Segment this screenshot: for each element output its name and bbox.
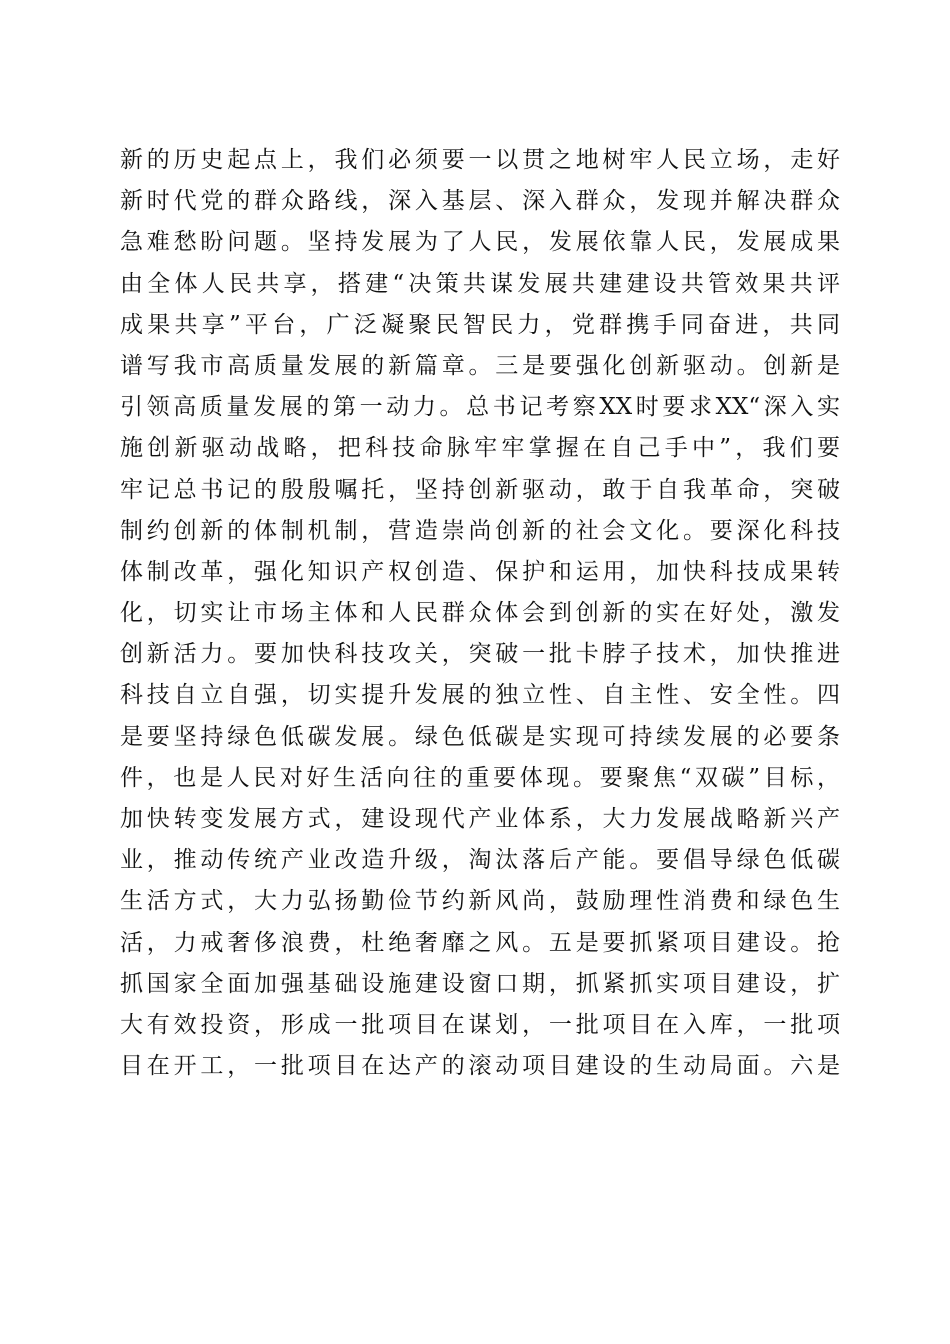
text-line: 生活方式，大力弘扬勤俭节约新风尚，鼓励理性消费和绿色生 <box>120 888 840 915</box>
text-line: 成果共享”平台，广泛凝聚民智民力，党群携手同奋进，共同 <box>120 311 840 338</box>
text-line: 化，切实让市场主体和人民群众体会到创新的实在好处，激发 <box>120 600 840 627</box>
text-line: 新时代党的群众路线，深入基层、深入群众，发现并解决群众 <box>120 188 840 215</box>
text-line: 抓国家全面加强基础设施建设窗口期，抓紧抓实项目建设，扩 <box>120 970 840 997</box>
text-line: 业，推动传统产业改造升级，淘汰落后产能。要倡导绿色低碳 <box>120 847 840 874</box>
body-paragraph <box>120 140 840 1087</box>
text-line: 谱写我市高质量发展的新篇章。三是要强化创新驱动。创新是 <box>120 352 840 379</box>
text-line: 创新活力。要加快科技攻关，突破一批卡脖子技术，加快推进 <box>120 641 840 668</box>
text-line: 体制改革，强化知识产权创造、保护和运用，加快科技成果转 <box>120 558 840 585</box>
text-line: 牢记总书记的殷殷嘱托，坚持创新驱动，敢于自我革命，突破 <box>120 476 840 503</box>
text-line: 加快转变发展方式，建设现代产业体系，大力发展战略新兴产 <box>120 806 840 832</box>
text-line: 件，也是人民对好生活向往的重要体现。要聚焦“双碳”目标， <box>120 764 840 791</box>
text-line: 大有效投资，形成一批项目在谋划，一批项目在入库，一批项 <box>120 1011 840 1038</box>
text-line: 目在开工，一批项目在达产的滚动项目建设的生动局面。六是 <box>120 1053 840 1080</box>
text-line: 制约创新的体制机制，营造崇尚创新的社会文化。要深化科技 <box>120 517 840 544</box>
text-line: 是要坚持绿色低碳发展。绿色低碳是实现可持续发展的必要条 <box>120 723 840 750</box>
text-line: 由全体人民共享，搭建“决策共谋发展共建建设共管效果共评 <box>120 270 840 297</box>
text-line: 科技自立自强，切实提升发展的独立性、自主性、安全性。四 <box>120 682 840 709</box>
text-line: 新的历史起点上，我们必须要一以贯之地树牢人民立场，走好 <box>120 147 840 173</box>
text-line: 引领高质量发展的第一动力。总书记考察XX时要求XX“深入实 <box>120 394 840 421</box>
text-line: 施创新驱动战略，把科技命脉牢牢掌握在自己手中”，我们要 <box>120 435 840 462</box>
text-line: 活，力戒奢侈浪费，杜绝奢靡之风。五是要抓紧项目建设。抢 <box>120 929 840 956</box>
text-line: 急难愁盼问题。坚持发展为了人民，发展依靠人民，发展成果 <box>120 229 840 256</box>
